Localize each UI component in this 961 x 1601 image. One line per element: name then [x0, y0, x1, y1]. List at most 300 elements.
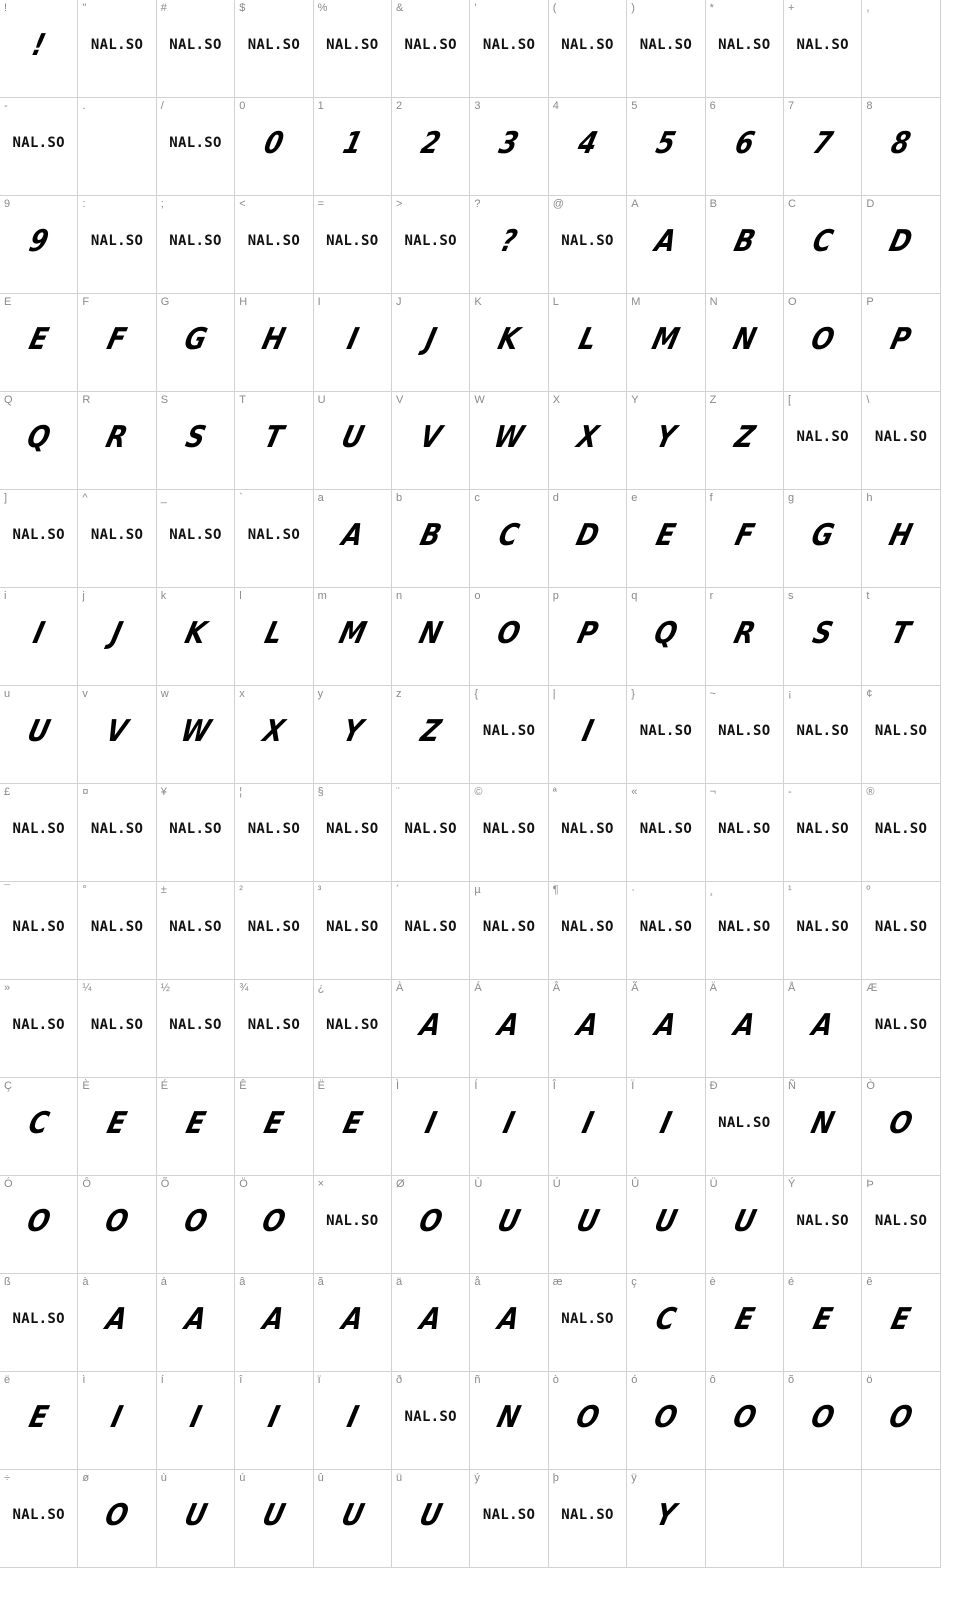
glyph-cell — [78, 1372, 156, 1470]
glyph-cell — [314, 686, 392, 784]
glyph-cell — [0, 392, 78, 490]
glyph-code-label: ¸ — [709, 884, 714, 896]
glyph-cell — [78, 392, 156, 490]
glyph-code-label: 6 — [709, 100, 716, 112]
glyph-cell — [235, 1470, 313, 1568]
glyph-fallback: NAL.SO — [561, 1507, 614, 1523]
glyph-fallback: NAL.SO — [90, 527, 144, 543]
glyph-cell — [157, 1470, 235, 1568]
glyph-preview: V — [102, 714, 132, 749]
glyph-preview: E — [260, 1106, 287, 1141]
glyph-code-label: z — [396, 688, 402, 700]
glyph-cell — [784, 1274, 862, 1372]
glyph-code-label: « — [631, 786, 638, 798]
glyph-cell — [549, 1078, 627, 1176]
glyph-code-label: Ï — [631, 1080, 635, 1092]
glyph-cell — [392, 294, 470, 392]
glyph-code-label: ä — [396, 1276, 403, 1288]
glyph-code-label: ? — [474, 198, 481, 210]
glyph-code-label: & — [396, 2, 404, 14]
glyph-fallback: NAL.SO — [874, 429, 928, 445]
glyph-preview: D — [572, 518, 603, 553]
glyph-fallback: NAL.SO — [796, 919, 849, 935]
glyph-code-label: B — [709, 198, 717, 210]
glyph-preview: O — [885, 1400, 917, 1435]
glyph-fallback: NAL.SO — [718, 919, 771, 935]
glyph-cell — [549, 1372, 627, 1470]
glyph-preview: M — [648, 322, 683, 357]
glyph-cell — [706, 1274, 784, 1372]
glyph-cell — [706, 1470, 784, 1568]
glyph-code-label: ì — [82, 1374, 86, 1386]
glyph-cell — [157, 882, 235, 980]
glyph-code-label: ¡ — [788, 688, 792, 700]
glyph-cell — [78, 1274, 156, 1372]
glyph-cell — [627, 196, 705, 294]
glyph-cell — [862, 784, 940, 882]
glyph-preview: 2 — [417, 126, 444, 161]
glyph-code-label: F — [82, 296, 90, 308]
glyph-cell — [706, 1176, 784, 1274]
glyph-cell — [470, 392, 548, 490]
glyph-cell — [784, 882, 862, 980]
glyph-preview: U — [729, 1204, 760, 1239]
glyph-code-label: æ — [552, 1276, 563, 1288]
glyph-preview: 4 — [574, 126, 601, 161]
glyph-cell — [627, 1372, 705, 1470]
glyph-cell — [549, 686, 627, 784]
glyph-cell — [784, 784, 862, 882]
glyph-code-label: v — [82, 688, 88, 700]
glyph-code-label: ] — [4, 492, 8, 504]
glyph-fallback: NAL.SO — [12, 527, 65, 543]
glyph-preview: 8 — [887, 126, 915, 161]
glyph-fallback: NAL.SO — [404, 919, 457, 935]
glyph-cell — [784, 294, 862, 392]
glyph-code-label: ë — [4, 1374, 11, 1386]
glyph-cell — [784, 98, 862, 196]
glyph-preview: U — [180, 1498, 211, 1533]
glyph-code-label: T — [239, 394, 246, 406]
glyph-cell — [157, 588, 235, 686]
glyph-code-label: " — [82, 2, 87, 14]
glyph-cell — [470, 1470, 548, 1568]
glyph-preview: B — [730, 224, 759, 259]
glyph-preview: I — [29, 616, 48, 651]
glyph-code-label: H — [239, 296, 248, 308]
glyph-cell — [392, 980, 470, 1078]
glyph-fallback: NAL.SO — [639, 723, 693, 739]
glyph-cell — [862, 1470, 940, 1568]
glyph-code-label: à — [82, 1276, 89, 1288]
glyph-preview: U — [337, 1498, 368, 1533]
glyph-preview: ! — [28, 28, 49, 63]
glyph-cell — [549, 0, 627, 98]
glyph-fallback: NAL.SO — [12, 1507, 65, 1523]
glyph-code-label: h — [866, 492, 873, 504]
glyph-fallback: NAL.SO — [404, 821, 457, 837]
glyph-preview: K — [181, 616, 210, 651]
glyph-code-label: x — [239, 688, 245, 700]
glyph-preview: S — [181, 420, 210, 455]
glyph-preview: Q — [23, 420, 54, 455]
glyph-cell — [470, 98, 548, 196]
glyph-cell — [627, 98, 705, 196]
glyph-code-label: í — [160, 1374, 164, 1386]
glyph-code-label: D — [866, 198, 875, 210]
glyph-code-label: ; — [160, 198, 164, 210]
glyph-code-label: ³ — [317, 884, 322, 896]
glyph-fallback: NAL.SO — [561, 1311, 614, 1327]
glyph-cell — [235, 588, 313, 686]
glyph-preview: N — [415, 616, 446, 651]
glyph-preview: C — [652, 1302, 680, 1337]
glyph-preview: O — [493, 616, 525, 651]
glyph-cell — [392, 1470, 470, 1568]
glyph-cell — [862, 98, 940, 196]
glyph-fallback: NAL.SO — [796, 1213, 849, 1229]
glyph-preview: N — [807, 1106, 838, 1141]
glyph-cell — [549, 980, 627, 1078]
glyph-preview: O — [180, 1204, 211, 1239]
glyph-fallback: NAL.SO — [90, 37, 144, 53]
glyph-code-label: ð — [396, 1374, 403, 1386]
glyph-preview: 6 — [731, 126, 758, 161]
glyph-cell — [549, 1176, 627, 1274]
glyph-cell — [470, 588, 548, 686]
glyph-code-label: % — [317, 2, 328, 14]
glyph-cell — [392, 882, 470, 980]
glyph-code-label: Ì — [396, 1080, 400, 1092]
glyph-preview: U — [337, 420, 368, 455]
glyph-fallback: NAL.SO — [90, 233, 144, 249]
glyph-code-label: î — [239, 1374, 243, 1386]
glyph-preview: E — [809, 1302, 836, 1337]
glyph-code-label: þ — [552, 1472, 559, 1484]
glyph-preview: U — [259, 1498, 289, 1533]
glyph-code-label: b — [396, 492, 403, 504]
glyph-fallback: NAL.SO — [874, 1017, 928, 1033]
glyph-cell — [78, 588, 156, 686]
glyph-cell — [549, 784, 627, 882]
glyph-cell — [862, 686, 940, 784]
glyph-preview: C — [808, 224, 837, 259]
glyph-code-label: j — [82, 590, 85, 602]
glyph-code-label: ¹ — [788, 884, 792, 896]
glyph-fallback: NAL.SO — [326, 233, 379, 249]
glyph-code-label: f — [709, 492, 713, 504]
glyph-code-label: ² — [239, 884, 243, 896]
glyph-cell — [78, 686, 156, 784]
glyph-cell — [784, 980, 862, 1078]
glyph-preview: I — [421, 1106, 440, 1141]
glyph-code-label: º — [866, 884, 871, 896]
glyph-fallback: NAL.SO — [482, 919, 536, 935]
glyph-cell — [862, 1078, 940, 1176]
glyph-cell — [862, 294, 940, 392]
glyph-code-label: ú — [239, 1472, 246, 1484]
glyph-preview: O — [650, 1400, 682, 1435]
glyph-code-label: 8 — [866, 100, 873, 112]
glyph-cell — [862, 1274, 940, 1372]
glyph-code-label: # — [160, 2, 167, 14]
glyph-code-label: 4 — [552, 100, 559, 112]
glyph-cell — [627, 490, 705, 588]
glyph-cell — [314, 196, 392, 294]
glyph-code-label: 2 — [396, 100, 403, 112]
glyph-code-label: Ö — [239, 1178, 248, 1190]
glyph-code-label: 5 — [631, 100, 638, 112]
glyph-fallback: NAL.SO — [561, 37, 614, 53]
glyph-code-label: É — [160, 1080, 169, 1092]
glyph-cell — [392, 196, 470, 294]
glyph-preview: 7 — [809, 126, 836, 161]
glyph-code-label: ã — [317, 1276, 324, 1288]
glyph-code-label: £ — [4, 786, 11, 798]
glyph-cell — [627, 1176, 705, 1274]
glyph-cell — [235, 490, 313, 588]
glyph-preview: E — [104, 1106, 131, 1141]
glyph-cell — [706, 686, 784, 784]
glyph-code-label: ¶ — [552, 884, 559, 896]
glyph-code-label: k — [160, 590, 167, 602]
glyph-cell — [157, 980, 235, 1078]
glyph-cell — [235, 1176, 313, 1274]
glyph-cell — [157, 196, 235, 294]
glyph-preview: N — [729, 322, 760, 357]
glyph-code-label: 0 — [239, 100, 246, 112]
glyph-cell — [157, 1372, 235, 1470]
glyph-code-label: Í — [474, 1080, 478, 1092]
glyph-code-label: Ð — [709, 1080, 718, 1092]
glyph-cell — [627, 588, 705, 686]
glyph-code-label: Ç — [4, 1080, 12, 1092]
glyph-code-label: @ — [552, 198, 564, 210]
glyph-fallback: NAL.SO — [718, 821, 771, 837]
glyph-fallback: NAL.SO — [247, 919, 301, 935]
glyph-code-label: _ — [160, 492, 167, 504]
glyph-code-label: ` — [239, 492, 243, 504]
glyph-cell — [157, 294, 235, 392]
glyph-code-label: Ä — [709, 982, 717, 994]
glyph-code-label: P — [866, 296, 874, 308]
glyph-code-label: M — [631, 296, 641, 308]
glyph-cell — [235, 686, 313, 784]
glyph-code-label: ö — [866, 1374, 873, 1386]
glyph-code-label: ± — [160, 884, 167, 896]
glyph-code-label: ® — [866, 786, 875, 798]
glyph-cell — [627, 686, 705, 784]
glyph-preview: U — [494, 1204, 524, 1239]
glyph-preview: A — [494, 1302, 524, 1337]
glyph-code-label: i — [4, 590, 7, 602]
glyph-code-label: 3 — [474, 100, 481, 112]
glyph-cell — [314, 1372, 392, 1470]
glyph-cell — [78, 882, 156, 980]
glyph-fallback: NAL.SO — [874, 723, 928, 739]
glyph-code-label: È — [82, 1080, 90, 1092]
glyph-fallback: NAL.SO — [404, 37, 457, 53]
glyph-preview: D — [886, 224, 917, 259]
glyph-code-label: U — [317, 394, 326, 406]
glyph-fallback: NAL.SO — [482, 1507, 536, 1523]
glyph-preview: A — [494, 1008, 524, 1043]
glyph-preview: I — [578, 714, 597, 749]
glyph-code-label: ¢ — [866, 688, 873, 700]
glyph-preview: P — [573, 616, 602, 651]
glyph-code-label: Ë — [317, 1080, 325, 1092]
glyph-preview: G — [180, 322, 211, 357]
glyph-code-label: é — [788, 1276, 795, 1288]
glyph-code-label: ! — [4, 2, 8, 14]
glyph-preview: I — [264, 1400, 283, 1435]
glyph-fallback: NAL.SO — [169, 1017, 222, 1033]
glyph-cell — [235, 784, 313, 882]
glyph-cell — [862, 882, 940, 980]
glyph-cell — [392, 1078, 470, 1176]
glyph-cell — [470, 882, 548, 980]
glyph-cell — [549, 588, 627, 686]
glyph-fallback: NAL.SO — [12, 1311, 65, 1327]
glyph-code-label: ü — [396, 1472, 403, 1484]
glyph-cell — [706, 0, 784, 98]
glyph-code-label: [ — [788, 394, 792, 406]
glyph-preview: Z — [417, 714, 445, 749]
glyph-code-label: , — [866, 2, 870, 14]
glyph-code-label: { — [474, 688, 479, 700]
glyph-code-label: Û — [631, 1178, 640, 1190]
glyph-code-label: ß — [4, 1276, 11, 1288]
glyph-cell — [78, 1078, 156, 1176]
glyph-preview: A — [416, 1302, 445, 1337]
glyph-code-label: N — [709, 296, 718, 308]
glyph-code-label: ¦ — [239, 786, 243, 798]
glyph-code-label: V — [396, 394, 404, 406]
glyph-code-label: Î — [552, 1080, 556, 1092]
glyph-cell — [627, 784, 705, 882]
glyph-preview: W — [177, 714, 214, 749]
glyph-code-label: ° — [82, 884, 87, 896]
glyph-code-label: ¥ — [160, 786, 167, 798]
glyph-cell — [784, 490, 862, 588]
glyph-preview: J — [107, 616, 127, 651]
glyph-code-label: ï — [317, 1374, 321, 1386]
glyph-cell — [706, 784, 784, 882]
glyph-code-label: ' — [474, 2, 477, 14]
glyph-code-label: ¬ — [709, 786, 717, 798]
glyph-cell — [627, 294, 705, 392]
glyph-cell — [784, 588, 862, 686]
glyph-code-label: â — [239, 1276, 246, 1288]
glyph-cell — [314, 1078, 392, 1176]
glyph-preview: Z — [730, 420, 758, 455]
glyph-preview: A — [259, 1302, 289, 1337]
glyph-code-label: s — [788, 590, 794, 602]
glyph-cell — [0, 588, 78, 686]
glyph-preview: O — [807, 1400, 838, 1435]
glyph-preview: E — [888, 1302, 915, 1337]
glyph-cell — [392, 0, 470, 98]
glyph-code-label: ù — [160, 1472, 167, 1484]
glyph-cell — [784, 196, 862, 294]
glyph-cell — [706, 392, 784, 490]
glyph-preview: Y — [652, 1498, 680, 1533]
glyph-preview: E — [652, 518, 679, 553]
glyph-fallback: NAL.SO — [482, 37, 536, 53]
glyph-code-label: m — [317, 590, 327, 602]
glyph-fallback: NAL.SO — [247, 233, 301, 249]
glyph-code-label: ¨ — [396, 786, 400, 798]
glyph-fallback: NAL.SO — [169, 527, 222, 543]
glyph-cell — [0, 1470, 78, 1568]
glyph-cell — [0, 882, 78, 980]
glyph-code-label: ( — [552, 2, 557, 14]
glyph-preview: H — [258, 322, 289, 357]
glyph-code-label: } — [631, 688, 635, 700]
glyph-code-label: n — [396, 590, 403, 602]
glyph-fallback: NAL.SO — [796, 821, 849, 837]
glyph-cell — [549, 98, 627, 196]
glyph-preview: L — [574, 322, 600, 357]
glyph-cell — [706, 1372, 784, 1470]
glyph-cell — [784, 1372, 862, 1470]
glyph-cell — [392, 1274, 470, 1372]
glyph-cell — [0, 0, 78, 98]
glyph-preview: A — [338, 518, 367, 553]
glyph-code-label: Z — [709, 394, 717, 406]
glyph-fallback: NAL.SO — [326, 919, 379, 935]
glyph-code-label: = — [317, 198, 325, 210]
glyph-preview: O — [258, 1204, 290, 1239]
glyph-cell — [314, 588, 392, 686]
glyph-code-label: $ — [239, 2, 246, 14]
glyph-fallback: NAL.SO — [326, 37, 379, 53]
glyph-preview: A — [573, 1008, 602, 1043]
glyph-code-label: å — [474, 1276, 481, 1288]
glyph-code-label: § — [317, 786, 324, 798]
glyph-code-label: Y — [631, 394, 639, 406]
glyph-cell — [157, 1274, 235, 1372]
glyph-cell — [470, 196, 548, 294]
glyph-cell — [78, 98, 156, 196]
glyph-code-label: Ô — [82, 1178, 91, 1190]
glyph-code-label: Ê — [239, 1080, 247, 1092]
glyph-preview: W — [490, 420, 528, 455]
glyph-preview: V — [416, 420, 445, 455]
glyph-fallback: NAL.SO — [12, 919, 65, 935]
glyph-code-label: \ — [866, 394, 870, 406]
glyph-code-label: - — [4, 100, 8, 112]
glyph-code-label: ~ — [709, 688, 717, 700]
glyph-preview: 9 — [25, 224, 52, 259]
glyph-code-label: p — [552, 590, 559, 602]
glyph-preview: J — [421, 322, 440, 357]
glyph-preview: M — [335, 616, 370, 651]
glyph-cell — [784, 1176, 862, 1274]
glyph-fallback: NAL.SO — [90, 1017, 144, 1033]
glyph-cell — [157, 686, 235, 784]
glyph-cell — [549, 882, 627, 980]
glyph-fallback: NAL.SO — [90, 821, 144, 837]
glyph-cell — [235, 980, 313, 1078]
glyph-cell — [235, 1372, 313, 1470]
glyph-cell — [314, 490, 392, 588]
glyph-cell — [235, 196, 313, 294]
glyph-cell — [706, 294, 784, 392]
glyph-code-label: - — [788, 786, 792, 798]
glyph-code-label: õ — [788, 1374, 795, 1386]
glyph-fallback: NAL.SO — [90, 919, 144, 935]
